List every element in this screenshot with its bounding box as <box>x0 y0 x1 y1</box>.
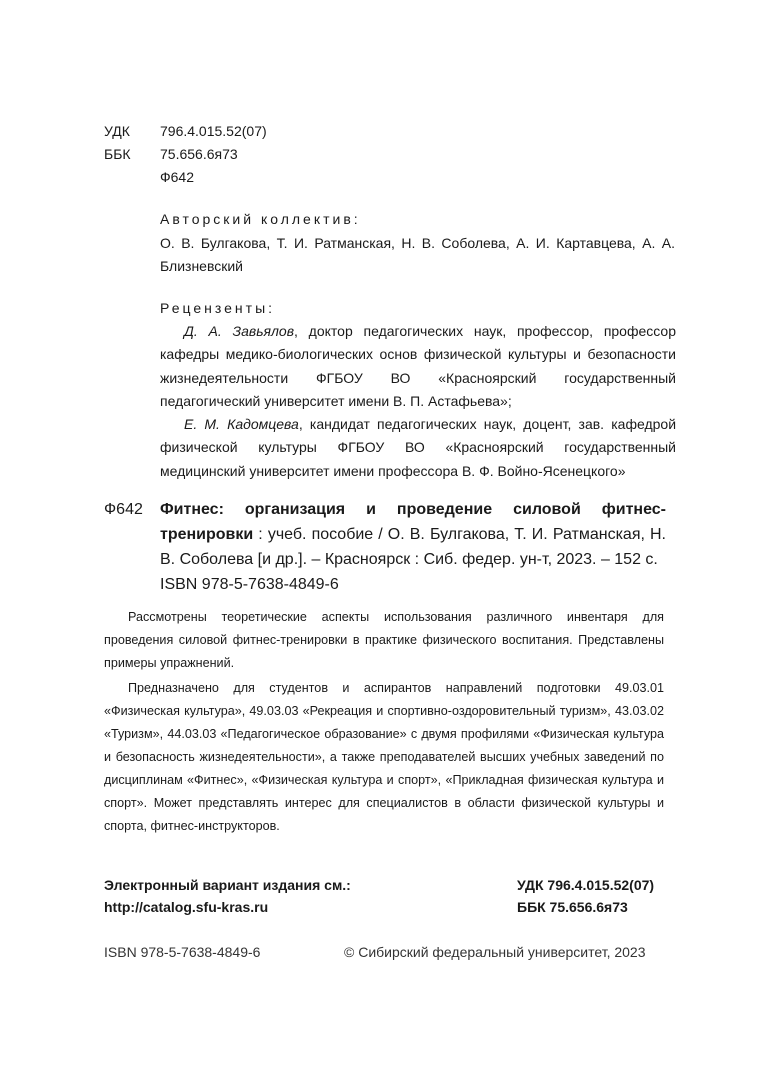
book-title: Фитнес: организация и проведение силовой фитнес-тренировки <box>160 501 666 543</box>
authors-heading: Авторский коллектив: <box>160 211 361 227</box>
annotation-paragraph-2: Предназначено для студентов и аспирантов направлений подготовки 49.03.01 «Физическая культура», 49.03.03 «Рекреация и спортивно-оздоровительный туризм», 43.03.02 «Туризм», 44.03.03 «Педагогическое образование» с двумя профилями «Физическая культура и безопасность жизнедеятельности», а также преподавателей высших учебных заведений по дисциплинам «Фитнес», «Физическая культура и спорт», «Прикладная физическая культура и спорт». Может представлять интерес для специалистов в области физической культуры и спорта, фитнес-инструкторов. <box>104 681 664 833</box>
bbk-value: 75.656.6я73 <box>160 146 238 162</box>
book-isbn: ISBN 978-5-7638-4849-6 <box>160 576 339 593</box>
copyright: © Сибирский федеральный университет, 2023 <box>344 944 646 960</box>
reviewer-entry <box>160 413 676 483</box>
udk-value: 796.4.015.52(07) <box>160 123 267 139</box>
annotation-paragraph-1: Рассмотрены теоретические аспекты использования различного инвентаря для проведения силовой фитнес-тренировки в практике физического воспитания. Представлены примеры упражнений. <box>104 610 664 670</box>
reviewer-name: Д. А. Завьялов <box>184 323 295 339</box>
reviewer-entry <box>160 320 676 413</box>
udk-label: УДК <box>104 123 130 139</box>
reviewer-name: Е. М. Кадомцева <box>184 416 299 432</box>
reviewers-heading: Рецензенты: <box>160 300 276 316</box>
footer-udk: УДК 796.4.015.52(07) <box>517 877 655 893</box>
book-details: : учеб. пособие / О. В. Булгакова, Т. И. Ратманская, Н. В. Соболева [и др.]. – Красноярск : Сиб. федер. ун-т, 2023. – 152 с. <box>160 526 666 568</box>
reviewer-description: , кандидат педагогических наук, доцент, зав. кафедрой физической культуры ФГБОУ ВО «Красноярский государственный медицинский университет имени профессора В. Ф. Войно-Ясенецкого» <box>160 416 677 479</box>
electronic-edition-url[interactable]: http://catalog.sfu-kras.ru <box>104 899 269 915</box>
bibliographic-record <box>160 497 666 597</box>
electronic-edition-label: Электронный вариант издания см.: <box>104 877 351 893</box>
reviewer-description: , доктор педагогических наук, профессор, профессор кафедры медико-биологических основ физической культуры и безопасности жизнедеятельности ФГБОУ ВО «Красноярский государственный педагогический университет имени В. П. Астафьева»; <box>160 323 676 409</box>
authors-names: О. В. Булгакова, Т. И. Ратманская, Н. В. Соболева, А. И. Картавцева, А. А. Близневский <box>160 235 675 274</box>
footer-bbk: ББК 75.656.6я73 <box>517 899 628 915</box>
bbk-label: ББК <box>104 146 131 162</box>
biblio-code: Ф642 <box>104 501 143 518</box>
footer-isbn: ISBN 978-5-7638-4849-6 <box>104 944 261 960</box>
author-mark: Ф642 <box>160 169 195 185</box>
